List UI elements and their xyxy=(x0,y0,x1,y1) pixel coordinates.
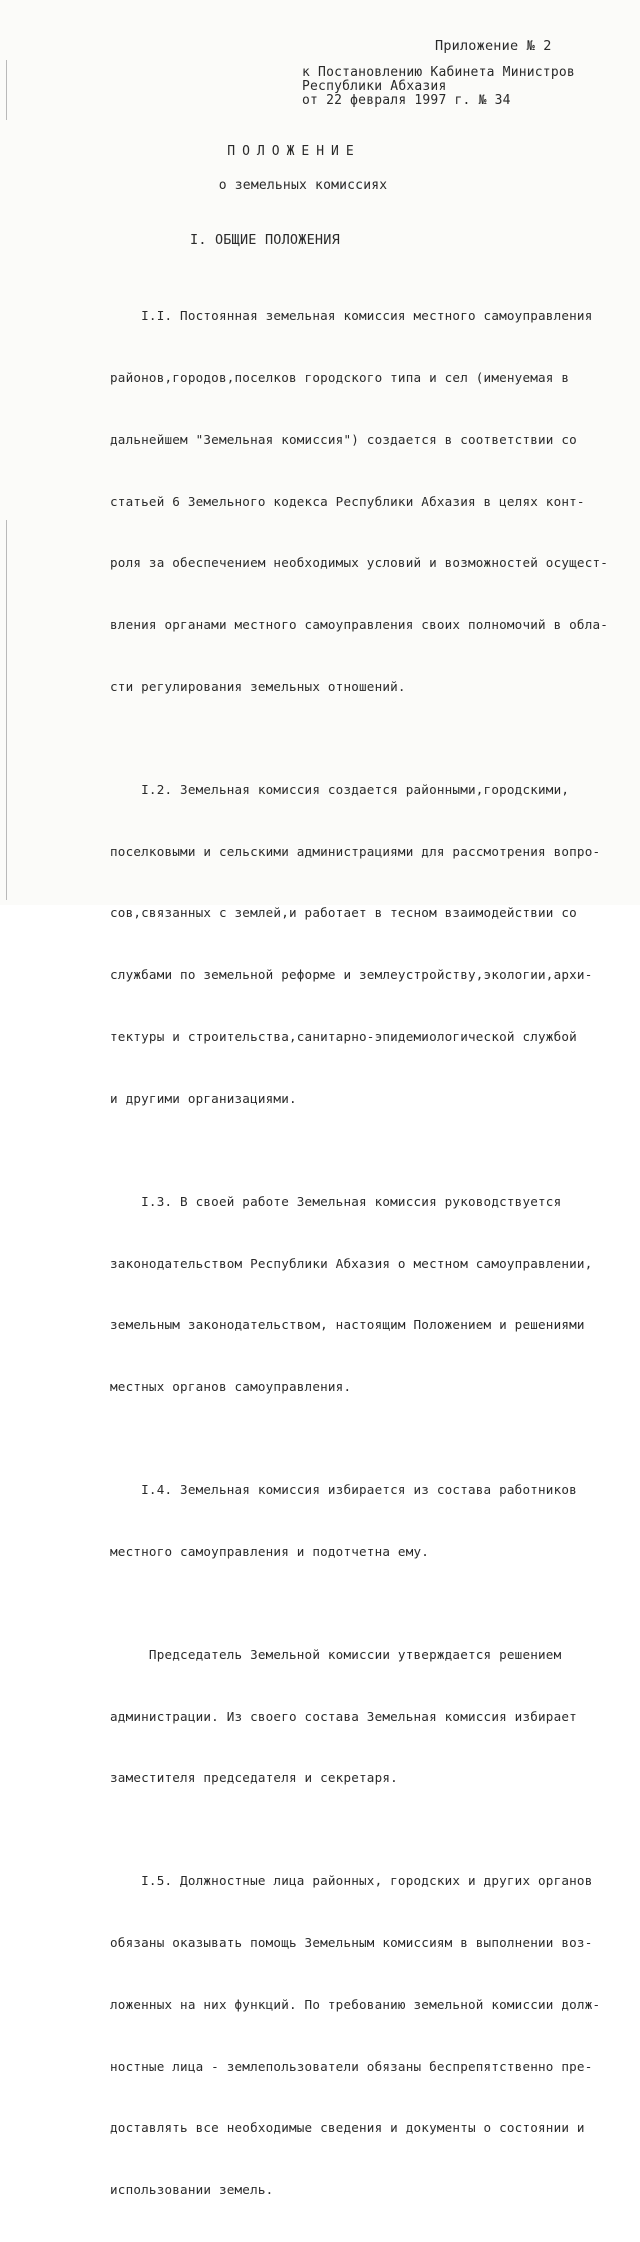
text-line: местных органов самоуправления. xyxy=(110,1379,352,1395)
text-line: и другими организациями. xyxy=(110,1090,297,1106)
text-line: I.I. Постоянная земельная комиссия местного самоуправления xyxy=(110,308,593,324)
text-line: администрации. Из своего состава Земельная комиссия избирает xyxy=(110,1708,577,1724)
text-line: роля за обеспечением необходимых условий и возможностей осущест- xyxy=(110,555,609,571)
paragraph-1-3 xyxy=(110,1151,620,1439)
text-line: дальнейшем "Земельная комиссия") создается в соответствии со xyxy=(110,431,577,447)
text-line: доставлять все необходимые сведения и документы о состоянии и xyxy=(110,2120,585,2136)
paragraph-1-4 xyxy=(110,1439,620,1604)
text-line: поселковыми и сельскими администрациями для рассмотрения вопро- xyxy=(110,843,601,859)
text-line: статьей 6 Земельного кодекса Республики Абхазия в целях конт- xyxy=(110,493,585,509)
scan-margin-mark xyxy=(6,520,7,900)
paragraph-1-1 xyxy=(110,265,620,739)
document-title: ПОЛОЖЕНИЕ xyxy=(227,144,361,159)
document-subtitle: о земельных комиссиях xyxy=(218,178,388,193)
appendix-title: Приложение № 2 xyxy=(435,38,552,54)
text-line: ложенных на них функций. По требованию земельной комиссии долж- xyxy=(110,1996,601,2012)
document-body xyxy=(110,265,620,2242)
text-line: районов,городов,поселков городского типа и сел (именуемая в xyxy=(110,369,570,385)
paragraph-1-5 xyxy=(110,1830,620,2242)
text-line: сти регулирования земельных отношений. xyxy=(110,678,406,694)
paragraph-1-2 xyxy=(110,739,620,1151)
text-line: I.2. Земельная комиссия создается районными,городскими, xyxy=(110,781,570,797)
appendix-line: к Постановлению Кабинета Министров xyxy=(302,65,575,80)
text-line: земельным законодательством, настоящим Положением и решениями xyxy=(110,1317,585,1333)
text-line: I.3. В своей работе Земельная комиссия руководствуется xyxy=(110,1193,562,1209)
text-line: Председатель Земельной комиссии утверждается решением xyxy=(110,1646,562,1662)
text-line: вления органами местного самоуправления своих полномочий в обла- xyxy=(110,617,609,633)
text-line: законодательством Республики Абхазия о местном самоуправлении, xyxy=(110,1255,593,1271)
text-line: I.4. Земельная комиссия избирается из состава работников xyxy=(110,1482,577,1498)
section-heading: I. ОБЩИЕ ПОЛОЖЕНИЯ xyxy=(190,232,340,248)
text-line: ностные лица - землепользователи обязаны беспрепятственно пре- xyxy=(110,2058,593,2074)
scan-margin-mark xyxy=(6,60,7,120)
text-line: местного самоуправления и подотчетна ему. xyxy=(110,1543,430,1559)
text-line: использовании земель. xyxy=(110,2182,274,2198)
appendix-line: Республики Абхазия xyxy=(302,79,447,94)
appendix-line: от 22 февраля 1997 г. № 34 xyxy=(302,93,511,108)
text-line: обязаны оказывать помощь Земельным комиссиям в выполнении воз- xyxy=(110,1935,593,1951)
text-line: I.5. Должностные лица районных, городских и других органов xyxy=(110,1873,593,1889)
text-line: службами по земельной реформе и землеустройству,экологии,архи- xyxy=(110,967,593,983)
text-line: сов,связанных с землей,и работает в тесном взаимодействии со xyxy=(110,905,577,921)
text-line: тектуры и строительства,санитарно-эпидемиологической службой xyxy=(110,1028,577,1044)
text-line: заместителя председателя и секретаря. xyxy=(110,1770,398,1786)
paragraph-chairman xyxy=(110,1604,620,1831)
